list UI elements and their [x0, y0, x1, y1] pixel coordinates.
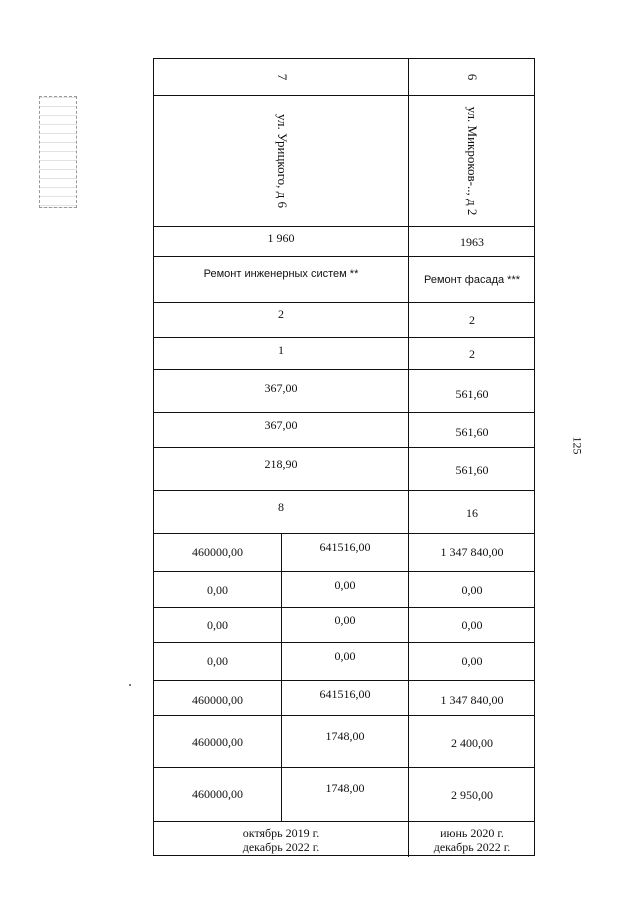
money1-b: 641516,00: [319, 540, 371, 554]
money7-right: 2 950,00: [451, 788, 493, 802]
money4-a: 0,00: [207, 654, 228, 668]
address-right: ул. Микроков-.., д 2: [465, 106, 480, 216]
money5-a: 460000,00: [192, 693, 243, 707]
row4-left: 367,00: [264, 418, 298, 432]
row-divider: [154, 447, 534, 448]
money3-right: 0,00: [461, 618, 483, 632]
row1-right: 2: [469, 313, 475, 327]
row-divider: [154, 571, 534, 572]
stamp-mark: [39, 96, 77, 208]
money4-b: 0,00: [334, 649, 356, 663]
address-left: ул. Урицкого, д 6: [275, 114, 290, 208]
money5-right: 1 347 840,00: [440, 693, 504, 707]
row-divider: [154, 642, 534, 643]
row6-left: 8: [278, 500, 284, 514]
year-right: 1963: [460, 235, 484, 249]
row-divider: [154, 715, 534, 716]
row-divider: [154, 607, 534, 608]
year-left: 1 960: [267, 231, 295, 245]
money2-b: 0,00: [334, 578, 356, 592]
dates-right-start: июнь 2020 г.: [440, 826, 504, 840]
row-divider: [154, 369, 534, 370]
money1-right: 1 347 840,00: [440, 545, 504, 559]
dates-left-end: декабрь 2022 г.: [242, 840, 320, 854]
row5-right: 561,60: [455, 463, 489, 477]
money2-a: 0,00: [207, 583, 228, 597]
scan-dot: [129, 684, 131, 686]
money5-b: 641516,00: [319, 687, 371, 701]
row1-left: 2: [278, 307, 284, 321]
row-divider: [154, 490, 534, 491]
column-number-left: 7: [275, 73, 290, 81]
row-divider: [154, 533, 534, 534]
money6-right: 2 400,00: [451, 736, 493, 750]
money1-a: 460000,00: [192, 545, 243, 559]
money4-right: 0,00: [461, 654, 483, 668]
dates-left-start: октябрь 2019 г.: [242, 826, 320, 840]
money3-b: 0,00: [334, 613, 356, 627]
money6-a: 460000,00: [192, 735, 243, 749]
row-divider: [154, 302, 534, 303]
row-divider: [154, 680, 534, 681]
money7-b: 1748,00: [325, 781, 365, 795]
dates-right-end: декабрь 2022 г.: [433, 840, 511, 854]
data-table: [153, 58, 535, 856]
page-number: 125: [570, 436, 585, 455]
row-divider: [154, 412, 534, 413]
row-divider: [154, 337, 534, 338]
row6-right: 16: [466, 506, 478, 520]
repair-type-right: Ремонт фасада ***: [423, 274, 521, 286]
row2-right: 2: [469, 347, 475, 361]
column-number-right: 6: [465, 73, 480, 81]
money6-b: 1748,00: [325, 729, 365, 743]
row3-right: 561,60: [455, 387, 489, 401]
row-divider: [154, 821, 534, 822]
row3-left: 367,00: [264, 381, 298, 395]
row2-left: 1: [278, 343, 284, 357]
row-divider: [154, 767, 534, 768]
money7-a: 460000,00: [192, 787, 243, 801]
subcolumn-divider: [281, 533, 282, 821]
row4-right: 561,60: [455, 425, 489, 439]
repair-type-left: Ремонт инженерных систем **: [203, 268, 359, 280]
money3-a: 0,00: [207, 618, 228, 632]
row-divider: [154, 256, 534, 257]
money2-right: 0,00: [461, 583, 483, 597]
row5-left: 218,90: [264, 457, 298, 471]
